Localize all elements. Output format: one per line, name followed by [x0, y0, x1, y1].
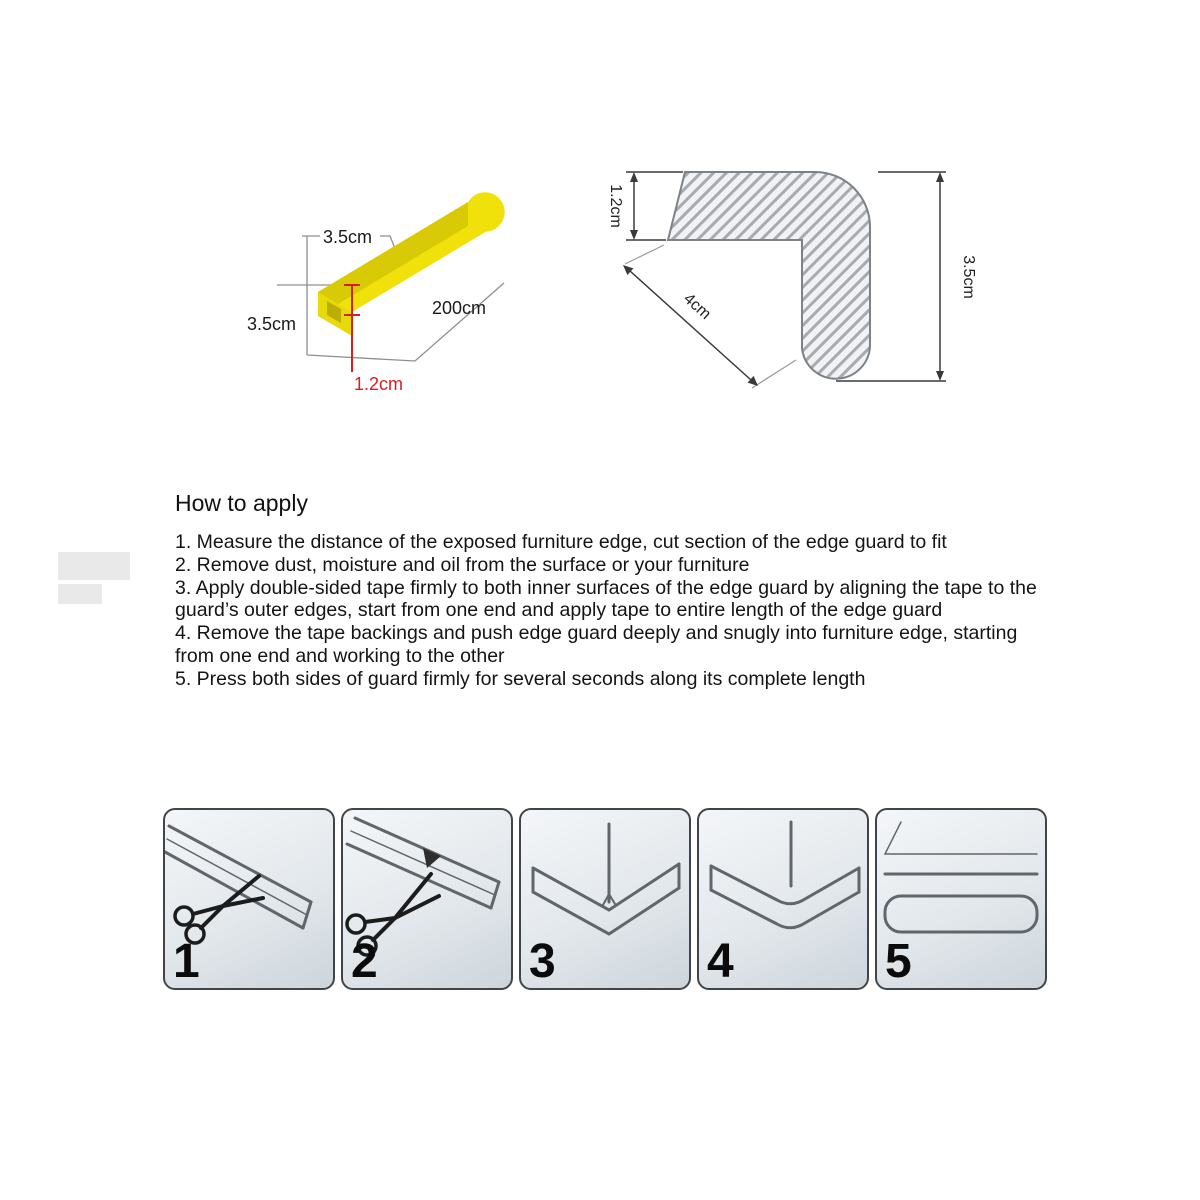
apply-step-2: 2. Remove dust, moisture and oil from the surface or your furniture [175, 553, 750, 576]
apply-instructions [175, 531, 1037, 691]
step-panel-1 [163, 808, 335, 990]
how-to-apply-heading: How to apply [175, 490, 308, 516]
inner-width-dimension [623, 245, 796, 388]
apply-step-3: 3. Apply double-sided tape firmly to both inner surfaces of the edge guard by aligning the tape to the guard’s outer edges, start from one end and apply tape to entire length of the edge guard [175, 576, 1037, 622]
dim-height-label: 3.5cm [960, 255, 977, 299]
apply-step-4: 4. Remove the tape backings and push edge guard deeply and snugly into furniture edge, starting from one end and working to the other [175, 622, 1018, 668]
dim-length-label: 200cm [432, 298, 487, 318]
apply-step-5: 5. Press both sides of guard firmly for several seconds along its complete length [175, 667, 866, 690]
dim-top-width-label: 3.5cm [323, 227, 373, 247]
dim-slot-depth-label: 1.2cm [354, 374, 404, 394]
apply-step-1: 1. Measure the distance of the exposed furniture edge, cut section of the edge guard to fit [175, 531, 947, 553]
step-number-5: 5 [885, 935, 912, 988]
step-number-2: 2 [351, 935, 378, 988]
step-panel-4 [697, 808, 869, 990]
dim-inner-width-label: 4cm [680, 290, 714, 324]
cross-section-diagram [590, 150, 990, 420]
step-panel-5 [875, 808, 1047, 990]
step-number-4: 4 [707, 935, 734, 988]
dim-thickness-label: 1.2cm [607, 184, 624, 228]
edge-guard-3d-diagram [230, 120, 590, 420]
watermark-artifact-1 [58, 552, 130, 580]
step-number-3: 3 [529, 935, 556, 988]
corner-guard-profile [668, 172, 870, 379]
watermark-artifact-2 [58, 584, 102, 604]
dim-side-height-label: 3.5cm [247, 314, 297, 334]
step-panel-3 [519, 808, 691, 990]
step-panel-2 [341, 808, 513, 990]
scissors-icon [175, 876, 263, 943]
step-number-1: 1 [173, 935, 200, 988]
step-panels-row [163, 808, 1047, 990]
